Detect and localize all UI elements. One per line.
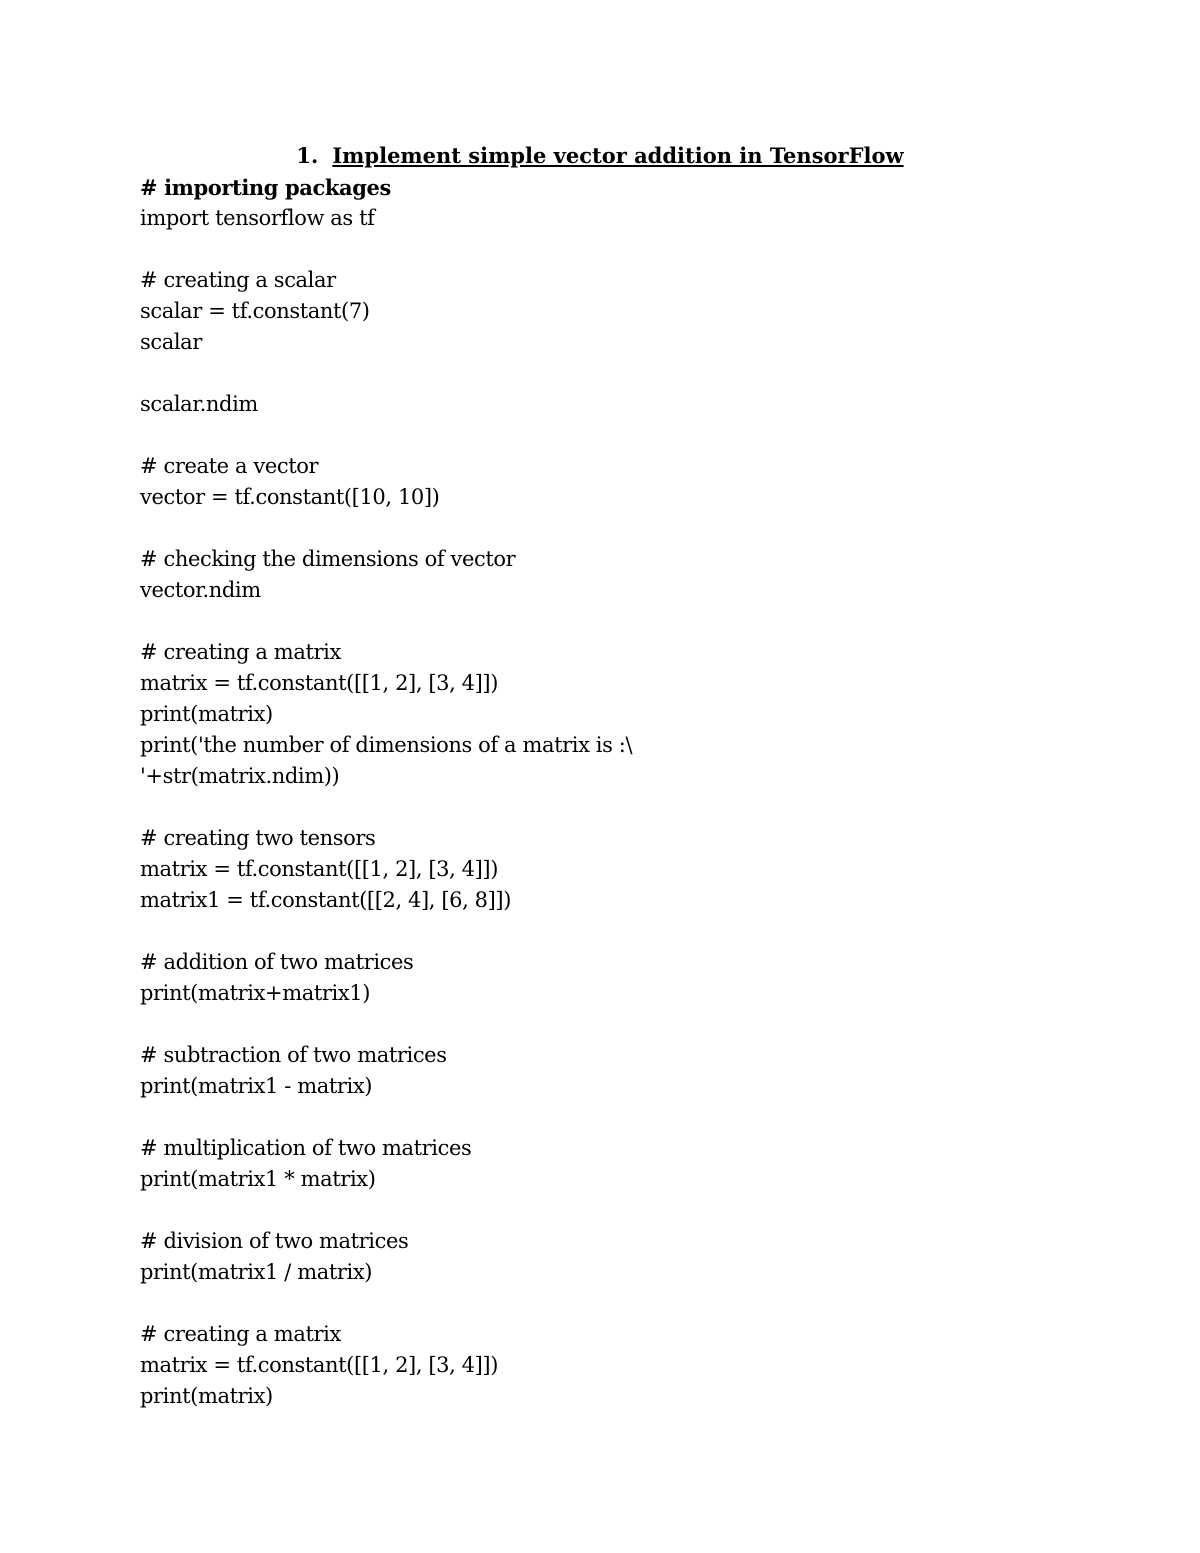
- blank-line: [140, 358, 1140, 389]
- code-line: scalar.ndim: [140, 392, 258, 416]
- blank-line: [140, 1009, 1140, 1040]
- blank-line: [140, 513, 1140, 544]
- code-line: matrix = tf.constant([[1, 2], [3, 4]]): [140, 1353, 499, 1377]
- heading-title: Implement simple vector addition in TensorFlow: [332, 143, 904, 168]
- code-listing: [140, 172, 1140, 1412]
- comment-line: # creating a scalar: [140, 268, 336, 292]
- blank-line: [140, 1102, 1140, 1133]
- comment-line: # multiplication of two matrices: [140, 1136, 472, 1160]
- blank-line: [140, 792, 1140, 823]
- code-line: matrix = tf.constant([[1, 2], [3, 4]]): [140, 671, 499, 695]
- code-line: print(matrix1 / matrix): [140, 1260, 373, 1284]
- blank-line: [140, 234, 1140, 265]
- code-line: print(matrix1 * matrix): [140, 1167, 376, 1191]
- blank-line: [140, 420, 1140, 451]
- section-heading: [0, 140, 1200, 172]
- comment-line: # subtraction of two matrices: [140, 1043, 447, 1067]
- code-line: print(matrix): [140, 702, 273, 726]
- code-line: matrix1 = tf.constant([[2, 4], [6, 8]]): [140, 888, 511, 912]
- code-line: print(matrix1 - matrix): [140, 1074, 373, 1098]
- blank-line: [140, 1288, 1140, 1319]
- blank-line: [140, 606, 1140, 637]
- code-line: '+str(matrix.ndim)): [140, 764, 340, 788]
- code-line: scalar = tf.constant(7): [140, 299, 370, 323]
- blank-line: [140, 916, 1140, 947]
- comment-line: # creating two tensors: [140, 826, 376, 850]
- comment-line: # creating a matrix: [140, 640, 341, 664]
- code-line: scalar: [140, 330, 202, 354]
- comment-line: # importing packages: [140, 175, 391, 200]
- blank-line: [140, 1195, 1140, 1226]
- comment-line: # division of two matrices: [140, 1229, 409, 1253]
- code-line: print('the number of dimensions of a matrix is :\: [140, 733, 633, 757]
- code-line: print(matrix+matrix1): [140, 981, 371, 1005]
- code-line: matrix = tf.constant([[1, 2], [3, 4]]): [140, 857, 499, 881]
- comment-line: # addition of two matrices: [140, 950, 414, 974]
- comment-line: # create a vector: [140, 454, 319, 478]
- code-line: vector.ndim: [140, 578, 261, 602]
- code-line: print(matrix): [140, 1384, 273, 1408]
- heading-number: 1.: [296, 143, 319, 168]
- comment-line: # checking the dimensions of vector: [140, 547, 516, 571]
- comment-line: # creating a matrix: [140, 1322, 341, 1346]
- code-line: vector = tf.constant([10, 10]): [140, 485, 440, 509]
- code-line: import tensorflow as tf: [140, 206, 375, 230]
